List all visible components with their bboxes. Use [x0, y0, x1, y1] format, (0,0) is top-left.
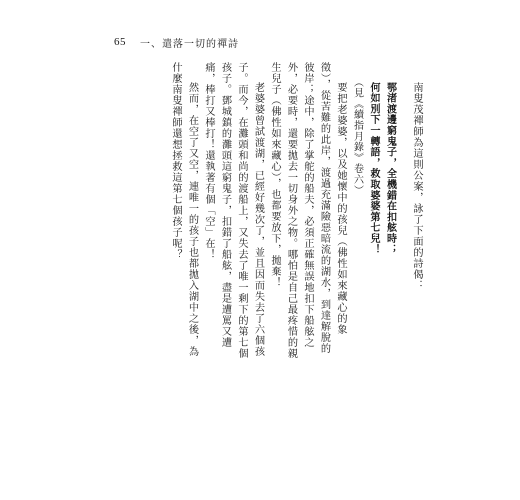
citation: （見《續指月錄》卷六）	[351, 77, 363, 196]
body-paragraph-1: 要把老婆婆，以及她懷中的孩兒（佛性如來藏心的象徵），從苦難的此岸，渡過充滿險惡暗流的湖水，到達解脫的彼岸；途中，除了掌舵的船夫，必須正確無誤地扣下船舷之外，必要時，還要拋去一切身外之物。哪怕是自己最疼惜的親生兒子（佛性如來藏心），也都要放下，拋棄！	[269, 62, 346, 359]
body-paragraph-3: 然而，在空了又空，連唯一的孩子也都拋入湖中之後，為什麼南叟禪師還想拯救這第七個孩子呢？	[170, 62, 198, 358]
page-header	[114, 34, 414, 50]
page-number: 65	[114, 36, 126, 48]
running-title: 一、遣落一切的禪詩	[140, 38, 239, 50]
intro-paragraph: 南叟茂禪師為這則公案，詠了下面的詩偈：	[411, 82, 422, 292]
verse-line-2: 何如別下一轉語，救取婆婆第七兒！	[368, 82, 379, 255]
body-paragraph-2: 老婆婆曾試渡湖，已經好幾次了，並且因而失去了六個孩子。而今，在灘頭和尚的渡船上，又失去了唯一剩下的第七個孩子。鄧城鎮的灘頭這窮鬼子，扣錯了船舷，盡是遭罵又遭痛，棒打又棒打！還執著有個「空」在！	[203, 62, 264, 359]
vertical-body-text	[167, 62, 425, 362]
verse-line-1: 鄂渚渡邊窮鬼子，全機錯在扣舷時；	[384, 82, 396, 255]
